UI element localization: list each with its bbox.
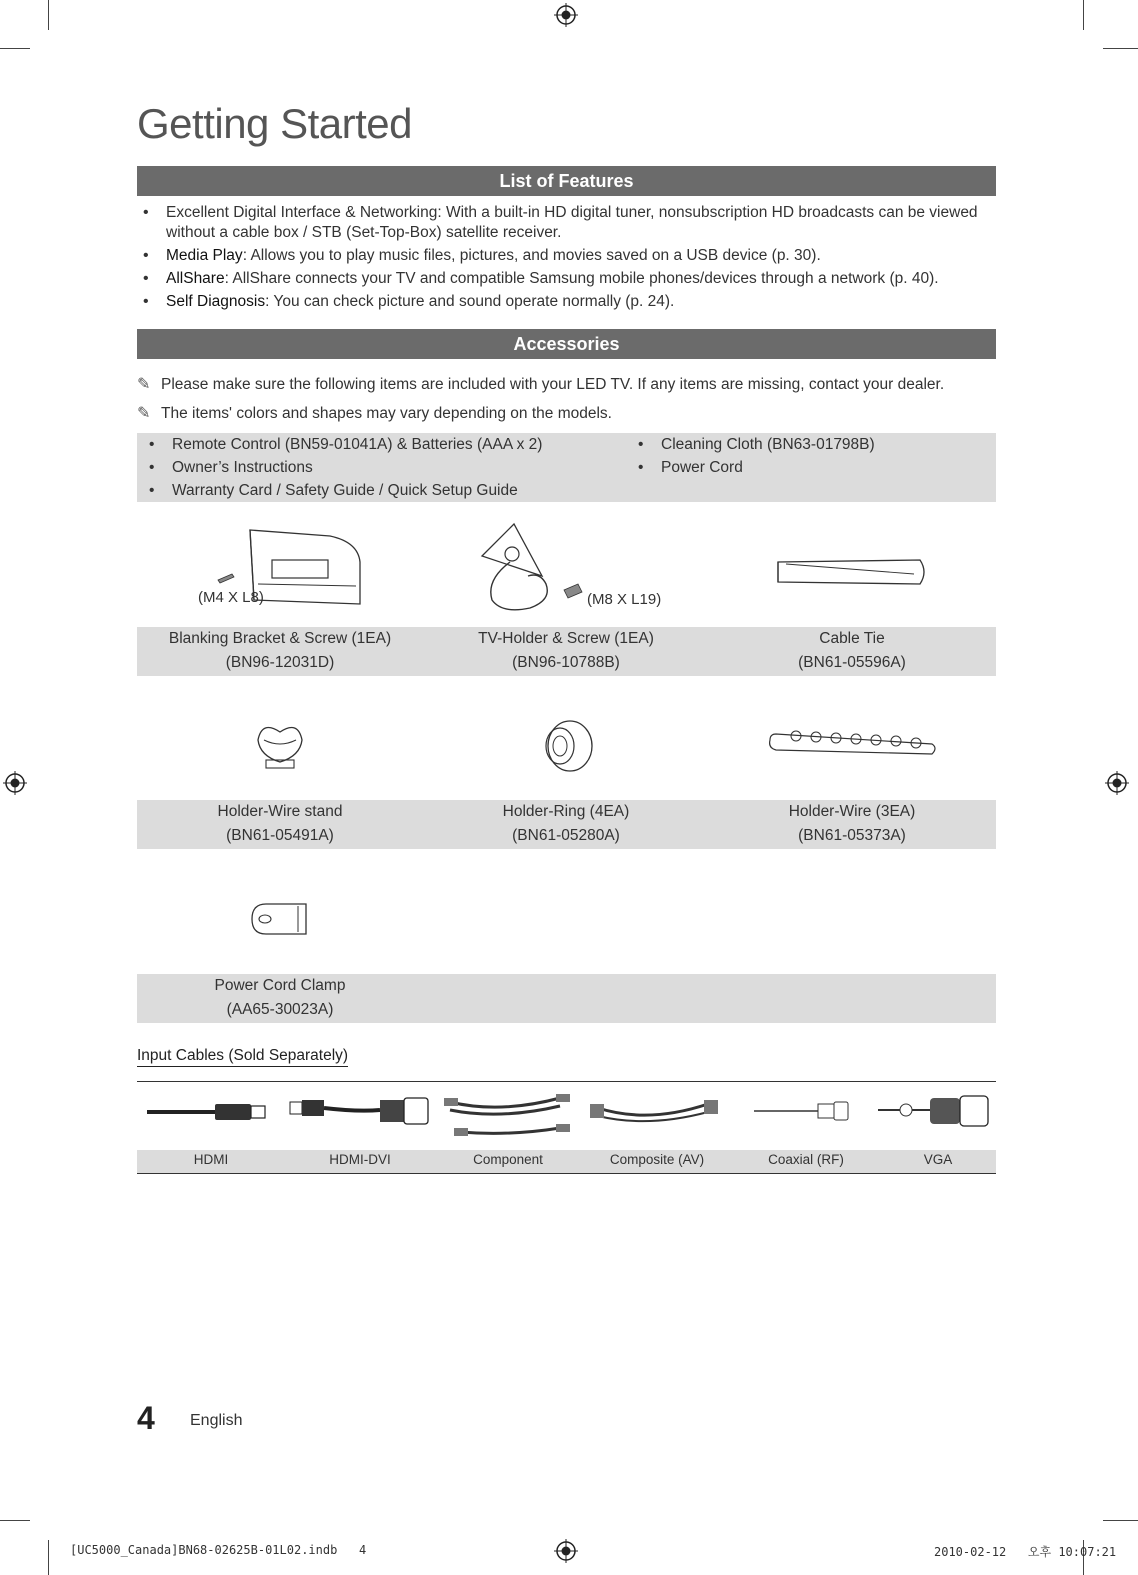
part-name: Cable Tie xyxy=(819,630,885,647)
crop-mark xyxy=(1103,1520,1138,1521)
crop-mark xyxy=(0,1520,30,1521)
page-title: Getting Started xyxy=(137,100,412,147)
screw-size-label: (M4 X L8) xyxy=(198,589,264,606)
included-items-left xyxy=(137,433,542,502)
holder-ring-image xyxy=(536,718,598,774)
screw-size-label: (M8 X L19) xyxy=(587,591,662,608)
part-code: (BN96-12031D) xyxy=(225,654,335,671)
list-item: • Cleaning Cloth (BN63-01798B) xyxy=(626,433,875,456)
pencil-note-icon: ✎ xyxy=(137,376,151,393)
list-item xyxy=(137,292,987,312)
feature-term: Media Play xyxy=(166,247,243,264)
vga-cable-image xyxy=(876,1092,994,1132)
registration-mark-icon xyxy=(554,3,578,27)
feature-term: Self Diagnosis xyxy=(166,293,266,310)
part-code: (BN61-05373A) xyxy=(798,827,906,844)
part-name: Power Cord Clamp xyxy=(214,977,346,994)
feature-text: : Allows you to play music files, pictures, and movies saved on a USB device (p. 30). xyxy=(242,247,821,264)
part-caption xyxy=(137,974,423,1022)
included-items-box xyxy=(137,433,996,502)
list-item: • Power Cord xyxy=(626,456,875,479)
composite-av-cable-image xyxy=(588,1094,724,1130)
part-code: (AA65-30023A) xyxy=(226,1001,334,1018)
accessories-heading: Accessories xyxy=(137,329,996,359)
crop-mark xyxy=(48,0,49,30)
hdmi-cable-image xyxy=(145,1092,271,1132)
feature-text: Excellent Digital Interface & Networking: With a built-in HD digital tuner, nonsubscription HD broadcasts can be viewed without a cable box / STB (Set-Top-Box) satellite receiver. xyxy=(166,204,978,241)
registration-mark-icon xyxy=(3,771,27,795)
part-name: TV-Holder & Screw (1EA) xyxy=(478,630,654,647)
part-code: (BN61-05491A) xyxy=(226,827,334,844)
hdmi-dvi-cable-image xyxy=(288,1092,434,1132)
list-item: • Warranty Card / Safety Guide / Quick Setup Guide xyxy=(137,479,542,502)
holder-wire-image xyxy=(766,724,938,764)
file-info: [UC5000_Canada]BN68-02625B-01L02.indb 4 xyxy=(70,1543,367,1557)
list-item xyxy=(137,246,987,266)
crop-mark xyxy=(1083,0,1084,30)
included-items-right xyxy=(626,433,875,479)
language-label: English xyxy=(190,1412,243,1429)
cable-label: Coaxial (RF) xyxy=(768,1152,844,1167)
registration-mark-icon xyxy=(1105,771,1129,795)
part-code: (BN96-10788B) xyxy=(512,654,620,671)
part-caption xyxy=(137,627,423,675)
feature-text: : You can check picture and sound operate normally (p. 24). xyxy=(265,293,675,310)
coaxial-rf-cable-image xyxy=(752,1098,854,1124)
part-caption xyxy=(423,627,709,675)
note-text: Please make sure the following items are included with your LED TV. If any items are missing, contact your dealer. xyxy=(161,376,945,393)
input-cables-heading: Input Cables (Sold Separately) xyxy=(137,1047,348,1067)
part-name: Holder-Wire stand xyxy=(217,803,343,820)
feature-term: AllShare xyxy=(166,270,225,287)
cable-label: VGA xyxy=(923,1152,953,1167)
note xyxy=(137,374,944,394)
cable-tie-image xyxy=(774,556,930,588)
print-timestamp: 2010-02-12 오후 10:07:21 xyxy=(934,1545,1117,1559)
crop-mark xyxy=(48,1540,49,1575)
cable-label: HDMI-DVI xyxy=(329,1152,391,1167)
registration-mark-icon xyxy=(554,1539,578,1563)
part-code: (BN61-05280A) xyxy=(512,827,620,844)
note-text: The items' colors and shapes may vary depending on the models. xyxy=(161,405,612,422)
part-code: (BN61-05596A) xyxy=(798,654,906,671)
crop-mark xyxy=(1103,48,1138,49)
list-item: • Owner’s Instructions xyxy=(137,456,542,479)
page-number: 4 xyxy=(137,1400,155,1436)
features-heading: List of Features xyxy=(137,166,996,196)
crop-mark xyxy=(0,48,30,49)
list-item: • Remote Control (BN59-01041A) & Batteries (AAA x 2) xyxy=(137,433,542,456)
component-cable-image xyxy=(440,1088,576,1144)
pencil-note-icon: ✎ xyxy=(137,405,151,422)
cable-label: Component xyxy=(473,1152,543,1167)
cable-label: HDMI xyxy=(193,1152,229,1167)
cable-label: Composite (AV) xyxy=(609,1152,705,1167)
feature-text: : AllShare connects your TV and compatible Samsung mobile phones/devices through a network (p. 40). xyxy=(224,270,939,287)
tv-holder-image xyxy=(478,520,590,616)
list-item xyxy=(137,203,987,243)
part-name: Blanking Bracket & Screw (1EA) xyxy=(168,630,392,647)
part-name: Holder-Ring (4EA) xyxy=(502,803,630,820)
holder-wire-stand-image xyxy=(252,718,308,770)
features-list xyxy=(137,203,987,315)
divider xyxy=(137,1081,996,1082)
part-caption xyxy=(137,800,423,848)
list-item xyxy=(137,269,987,289)
part-name: Holder-Wire (3EA) xyxy=(788,803,916,820)
part-caption xyxy=(709,627,995,675)
power-cord-clamp-image xyxy=(250,900,312,940)
part-caption xyxy=(423,800,709,848)
note xyxy=(137,403,612,423)
part-caption xyxy=(709,800,995,848)
